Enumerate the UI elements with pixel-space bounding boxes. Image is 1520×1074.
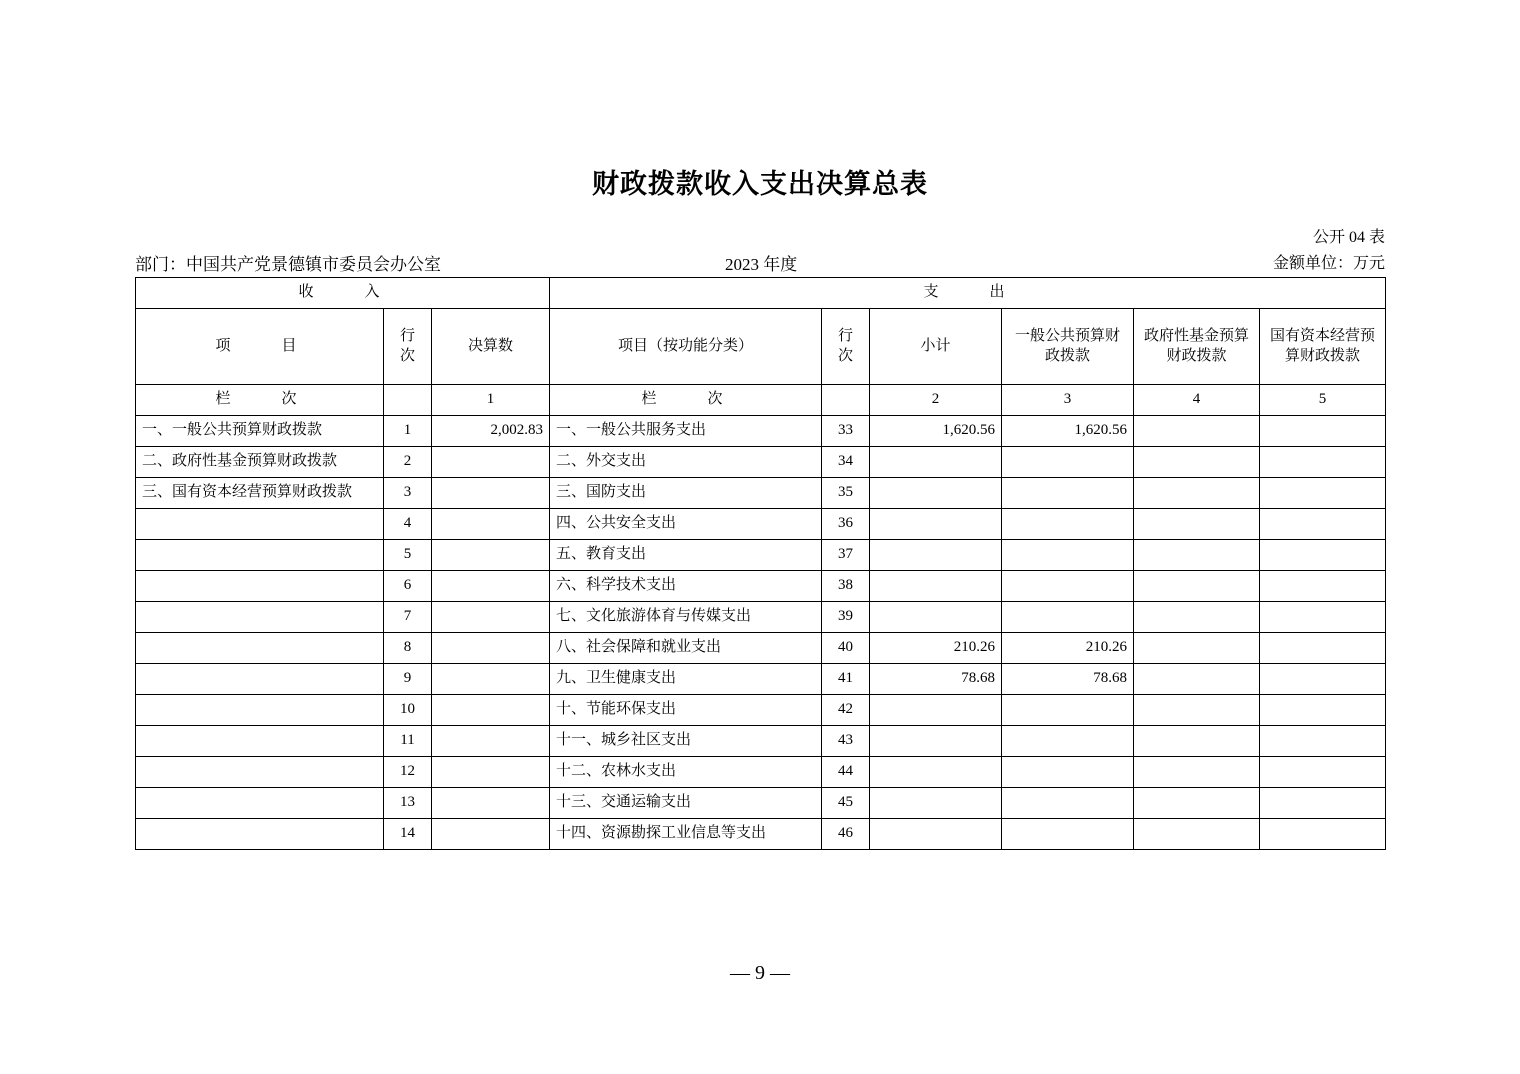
header-general-public-budget: 一般公共预算财政拨款 xyxy=(1002,309,1134,385)
cell-exp-line: 33 xyxy=(822,416,870,447)
cell-income-final xyxy=(432,664,550,695)
table-row xyxy=(136,664,1386,695)
cell-income-line: 11 xyxy=(384,726,432,757)
cell-gov-fund-budget xyxy=(1134,478,1260,509)
column-label-expenditure: 栏 次 xyxy=(550,385,822,416)
column-number-general-public-budget: 3 xyxy=(1002,385,1134,416)
cell-subtotal xyxy=(870,788,1002,819)
cell-subtotal xyxy=(870,602,1002,633)
cell-income-item xyxy=(136,695,384,726)
cell-income-line: 8 xyxy=(384,633,432,664)
cell-income-line: 10 xyxy=(384,695,432,726)
cell-exp-item: 四、公共安全支出 xyxy=(550,509,822,540)
cell-exp-item: 二、外交支出 xyxy=(550,447,822,478)
cell-subtotal xyxy=(870,478,1002,509)
table-row xyxy=(136,540,1386,571)
cell-subtotal xyxy=(870,695,1002,726)
cell-general-public-budget xyxy=(1002,757,1134,788)
cell-exp-line: 42 xyxy=(822,695,870,726)
header-state-capital-budget: 国有资本经营预算财政拨款 xyxy=(1260,309,1386,385)
cell-income-line: 1 xyxy=(384,416,432,447)
table-row xyxy=(136,819,1386,850)
cell-general-public-budget xyxy=(1002,819,1134,850)
column-number-gov-fund-budget: 4 xyxy=(1134,385,1260,416)
cell-income-item: 二、政府性基金预算财政拨款 xyxy=(136,447,384,478)
cell-general-public-budget xyxy=(1002,509,1134,540)
cell-exp-item: 七、文化旅游体育与传媒支出 xyxy=(550,602,822,633)
table-row xyxy=(136,726,1386,757)
cell-income-final xyxy=(432,726,550,757)
cell-exp-item: 十四、资源勘探工业信息等支出 xyxy=(550,819,822,850)
cell-gov-fund-budget xyxy=(1134,664,1260,695)
table-row xyxy=(136,416,1386,447)
cell-income-final xyxy=(432,447,550,478)
header-income-final: 决算数 xyxy=(432,309,550,385)
header-exp-item: 项目（按功能分类） xyxy=(550,309,822,385)
cell-income-item xyxy=(136,602,384,633)
cell-income-item: 一、一般公共预算财政拨款 xyxy=(136,416,384,447)
cell-income-item xyxy=(136,571,384,602)
table-row xyxy=(136,757,1386,788)
cell-subtotal xyxy=(870,726,1002,757)
cell-income-line: 2 xyxy=(384,447,432,478)
page-number: — 9 — xyxy=(730,962,790,984)
cell-state-capital-budget xyxy=(1260,757,1386,788)
header-exp-line: 行 次 xyxy=(822,309,870,385)
cell-subtotal: 210.26 xyxy=(870,633,1002,664)
cell-income-line: 9 xyxy=(384,664,432,695)
cell-exp-item: 六、科学技术支出 xyxy=(550,571,822,602)
cell-subtotal xyxy=(870,757,1002,788)
cell-gov-fund-budget xyxy=(1134,788,1260,819)
cell-general-public-budget: 78.68 xyxy=(1002,664,1134,695)
cell-income-final xyxy=(432,633,550,664)
cell-exp-line: 35 xyxy=(822,478,870,509)
column-number-income-final: 1 xyxy=(432,385,550,416)
cell-gov-fund-budget xyxy=(1134,726,1260,757)
cell-income-final xyxy=(432,478,550,509)
cell-gov-fund-budget xyxy=(1134,571,1260,602)
cell-exp-item: 三、国防支出 xyxy=(550,478,822,509)
cell-general-public-budget xyxy=(1002,788,1134,819)
cell-exp-line: 45 xyxy=(822,788,870,819)
cell-general-public-budget xyxy=(1002,726,1134,757)
cell-income-final xyxy=(432,695,550,726)
cell-state-capital-budget xyxy=(1260,509,1386,540)
cell-state-capital-budget xyxy=(1260,602,1386,633)
cell-exp-item: 一、一般公共服务支出 xyxy=(550,416,822,447)
table-row xyxy=(136,571,1386,602)
cell-general-public-budget xyxy=(1002,478,1134,509)
header-subtotal: 小计 xyxy=(870,309,1002,385)
cell-income-line: 12 xyxy=(384,757,432,788)
budget-table xyxy=(135,277,1386,850)
column-blank-exp-line xyxy=(822,385,870,416)
cell-income-final xyxy=(432,540,550,571)
cell-gov-fund-budget xyxy=(1134,447,1260,478)
cell-gov-fund-budget xyxy=(1134,416,1260,447)
cell-income-item: 三、国有资本经营预算财政拨款 xyxy=(136,478,384,509)
cell-exp-item: 九、卫生健康支出 xyxy=(550,664,822,695)
table-row xyxy=(136,633,1386,664)
cell-gov-fund-budget xyxy=(1134,757,1260,788)
cell-gov-fund-budget xyxy=(1134,819,1260,850)
table-group-header-row xyxy=(136,278,1386,309)
cell-income-item xyxy=(136,664,384,695)
cell-exp-line: 34 xyxy=(822,447,870,478)
table-row xyxy=(136,602,1386,633)
cell-subtotal xyxy=(870,509,1002,540)
page-title: 财政拨款收入支出决算总表 xyxy=(592,169,928,200)
column-label-income: 栏 次 xyxy=(136,385,384,416)
header-income-item: 项 目 xyxy=(136,309,384,385)
cell-exp-line: 36 xyxy=(822,509,870,540)
cell-exp-item: 十、节能环保支出 xyxy=(550,695,822,726)
cell-income-item xyxy=(136,819,384,850)
cell-exp-item: 八、社会保障和就业支出 xyxy=(550,633,822,664)
cell-income-line: 7 xyxy=(384,602,432,633)
cell-income-item xyxy=(136,757,384,788)
column-number-state-capital-budget: 5 xyxy=(1260,385,1386,416)
cell-state-capital-budget xyxy=(1260,633,1386,664)
cell-income-final xyxy=(432,819,550,850)
cell-subtotal xyxy=(870,571,1002,602)
table-row xyxy=(136,478,1386,509)
table-header-row xyxy=(136,309,1386,385)
cell-exp-item: 十三、交通运输支出 xyxy=(550,788,822,819)
cell-income-line: 14 xyxy=(384,819,432,850)
cell-gov-fund-budget xyxy=(1134,540,1260,571)
cell-gov-fund-budget xyxy=(1134,695,1260,726)
department-label: 部门：中国共产党景德镇市委员会办公室 xyxy=(135,255,441,274)
cell-subtotal: 78.68 xyxy=(870,664,1002,695)
cell-income-item xyxy=(136,726,384,757)
table-column-number-row xyxy=(136,385,1386,416)
form-code-label: 公开 04 表 xyxy=(1312,229,1385,246)
cell-general-public-budget: 1,620.56 xyxy=(1002,416,1134,447)
cell-income-line: 6 xyxy=(384,571,432,602)
cell-state-capital-budget xyxy=(1260,819,1386,850)
cell-general-public-budget xyxy=(1002,447,1134,478)
cell-exp-line: 44 xyxy=(822,757,870,788)
cell-exp-line: 43 xyxy=(822,726,870,757)
table-row xyxy=(136,695,1386,726)
document-meta xyxy=(135,250,1385,274)
header-gov-fund-budget: 政府性基金预算财政拨款 xyxy=(1134,309,1260,385)
cell-income-line: 4 xyxy=(384,509,432,540)
cell-exp-line: 39 xyxy=(822,602,870,633)
cell-state-capital-budget xyxy=(1260,664,1386,695)
cell-gov-fund-budget xyxy=(1134,509,1260,540)
group-header-income: 收 入 xyxy=(136,278,550,309)
cell-subtotal xyxy=(870,819,1002,850)
cell-exp-line: 40 xyxy=(822,633,870,664)
cell-income-final xyxy=(432,509,550,540)
cell-income-final xyxy=(432,602,550,633)
cell-exp-line: 37 xyxy=(822,540,870,571)
cell-exp-item: 十二、农林水支出 xyxy=(550,757,822,788)
column-number-subtotal: 2 xyxy=(870,385,1002,416)
cell-general-public-budget xyxy=(1002,602,1134,633)
cell-state-capital-budget xyxy=(1260,540,1386,571)
cell-general-public-budget xyxy=(1002,571,1134,602)
table-row xyxy=(136,447,1386,478)
cell-state-capital-budget xyxy=(1260,478,1386,509)
cell-income-final xyxy=(432,571,550,602)
cell-state-capital-budget xyxy=(1260,416,1386,447)
cell-income-item xyxy=(136,540,384,571)
cell-exp-item: 十一、城乡社区支出 xyxy=(550,726,822,757)
cell-state-capital-budget xyxy=(1260,447,1386,478)
year-label: 2023 年度 xyxy=(725,255,798,274)
cell-subtotal xyxy=(870,447,1002,478)
cell-subtotal xyxy=(870,540,1002,571)
amount-unit-label: 金额单位：万元 xyxy=(1272,255,1385,272)
cell-general-public-budget xyxy=(1002,540,1134,571)
table-row xyxy=(136,509,1386,540)
cell-exp-line: 46 xyxy=(822,819,870,850)
cell-state-capital-budget xyxy=(1260,788,1386,819)
header-income-line: 行 次 xyxy=(384,309,432,385)
cell-income-line: 3 xyxy=(384,478,432,509)
cell-income-final xyxy=(432,788,550,819)
cell-income-final: 2,002.83 xyxy=(432,416,550,447)
cell-income-line: 5 xyxy=(384,540,432,571)
cell-income-item xyxy=(136,509,384,540)
cell-state-capital-budget xyxy=(1260,571,1386,602)
table-row xyxy=(136,788,1386,819)
cell-state-capital-budget xyxy=(1260,695,1386,726)
group-header-expenditure: 支 出 xyxy=(550,278,1386,309)
cell-income-final xyxy=(432,757,550,788)
cell-exp-item: 五、教育支出 xyxy=(550,540,822,571)
cell-income-line: 13 xyxy=(384,788,432,819)
cell-exp-line: 41 xyxy=(822,664,870,695)
column-blank-income-line xyxy=(384,385,432,416)
cell-general-public-budget xyxy=(1002,695,1134,726)
cell-subtotal: 1,620.56 xyxy=(870,416,1002,447)
cell-gov-fund-budget xyxy=(1134,602,1260,633)
cell-income-item xyxy=(136,788,384,819)
cell-exp-line: 38 xyxy=(822,571,870,602)
cell-general-public-budget: 210.26 xyxy=(1002,633,1134,664)
cell-gov-fund-budget xyxy=(1134,633,1260,664)
cell-state-capital-budget xyxy=(1260,726,1386,757)
cell-income-item xyxy=(136,633,384,664)
